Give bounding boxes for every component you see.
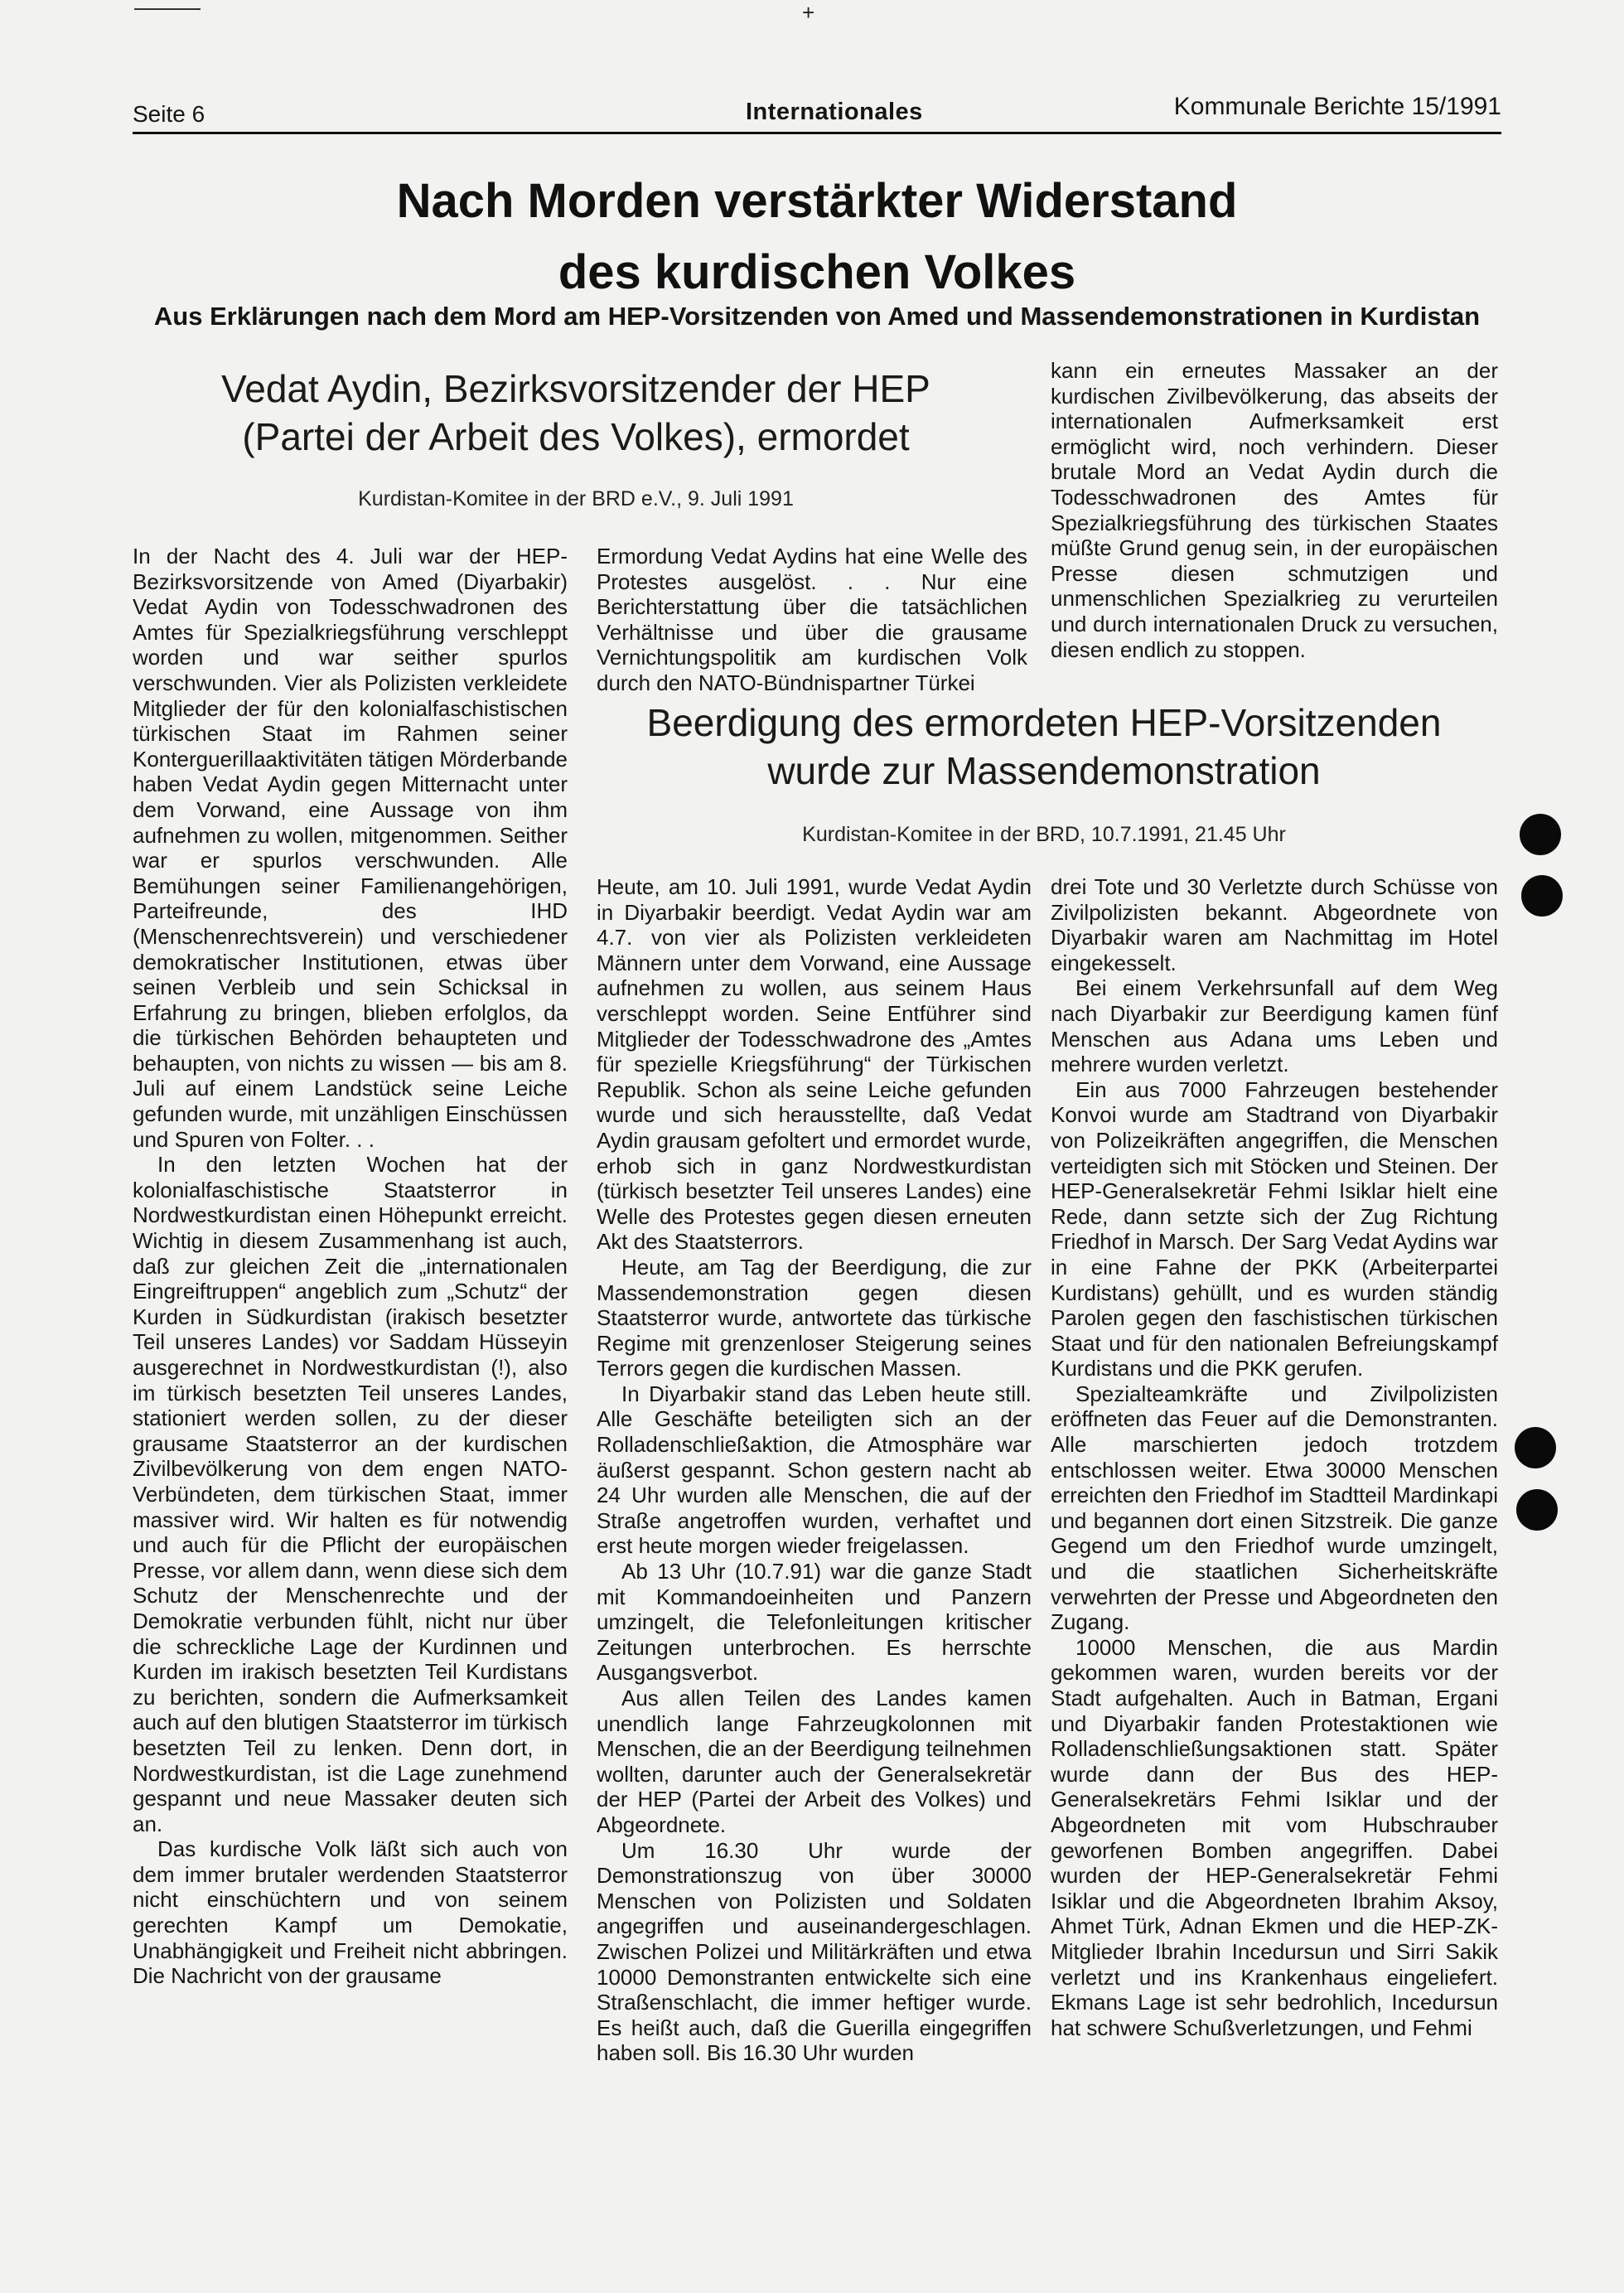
article1-paragraph: Ermordung Vedat Aydins hat eine Welle des Protestes ausgelöst. . . Nur eine Berichterstattung über die tatsächlichen Verhältnisse und über die grausame Vernichtungspolitik am kurdischen Volk durch den NATO-Bündnispartner Türkei	[597, 544, 1027, 695]
article2-title-line2: wurde zur Massendemonstration	[767, 749, 1321, 792]
punch-hole	[1520, 814, 1561, 855]
article2-paragraph: 10000 Menschen, die aus Mardin gekommen waren, wurden bereits vor der Stadt aufgehalten. Auch in Batman, Ergani und Diyarbakir fanden Protestaktionen wie Rolladenschließungsaktionen statt. Später wurde dann der Bus des HEP-Generalsekretärs Fehmi Isiklar und der Abgeordneten mit vom Hubschrauber geworfenen Bomben angegriffen. Dabei wurden der HEP-Generalsekretär Fehmi Isiklar und die Abgeordneten Ibrahim Aksoy, Ahmet Türk, Adnan Ekmen und die HEP-ZK-Mitglieder Ibrahin Incedursun und Sirri Sakik verletzt und ins Krankenhaus eingeliefert. Ekmans Lage ist sehr bedrohlich, Incedursun hat schwere Schußverletzungen, und Fehmi	[1051, 1634, 1498, 2040]
article2-column2	[597, 874, 1032, 2283]
punch-hole	[1521, 875, 1563, 917]
top-edge-mark	[134, 8, 201, 10]
article1-paragraph: In der Nacht des 4. Juli war der HEP-Bezirksvorsitzende von Amed (Diyarbakir) Vedat Aydin von Todesschwadronen des Amtes für Spezialkriegsführung verschleppt worden und war seither spurlos verschwunden. Vier als Polizisten verkleidete Mitglieder der für den kolonialfaschistischen türkischen Staat im Rahmen seiner Konterguerillaaktivitäten tätigen Mörderbande haben Vedat Aydin gegen Mitternacht unter dem Vorwand, eine Aussage von ihm aufnehmen zu wollen, mitgenommen. Seither war er spurlos verschwunden. Alle Bemühungen seiner Familienangehörigen, Parteifreunde, des IHD (Menschenrechtsverein) und verschiedener demokratischer Institutionen, etwas über seinen Verbleib und sein Schicksal in Erfahrung zu bringen, blieben erfolglos, da die türkischen Behörden behaupteten und behaupten, von nichts zu wissen — bis am 8. Juli auf einem Landstück seine Leiche gefunden wurde, mit unzähligen Einschüssen und Spuren von Folter. . .	[133, 544, 568, 1152]
article2-source: Kurdistan-Komitee in der BRD, 10.7.1991, 21.45 Uhr	[802, 823, 1286, 846]
article1-column2	[597, 544, 1027, 714]
punch-hole	[1515, 1427, 1556, 1468]
article2-paragraph: Ein aus 7000 Fahrzeugen bestehender Konvoi wurde am Stadtrand von Diyarbakir von Polizeikräften angegriffen, die Menschen verteidigten sich mit Stöcken und Steinen. Der HEP-Generalsekretär Fehmi Isiklar hielt eine Rede, dann setzte sich der Zug Richtung Friedhof in Marsch. Der Sarg Vedat Aydins war in eine Fahne der PKK (Arbeiterpartei Kurdistans) gehüllt, und es wurden ständig Parolen gegen den faschistischen türkischen Staat und für den nationalen Befreiungskampf Kurdistans und die PKK gerufen.	[1051, 1076, 1498, 1381]
article2-paragraph: Um 16.30 Uhr wurde der Demonstrationszug von über 30000 Menschen von Polizisten und Soldaten angegriffen und auseinandergeschlagen. Zwischen Polizei und Militärkräften und etwa 10000 Demonstranten entwickelte sich eine Straßenschlacht, die immer heftiger wurde. Es heißt auch, daß die Guerilla eingegriffen haben soll. Bis 16.30 Uhr wurden	[597, 1837, 1032, 2066]
article1-paragraph: Das kurdische Volk läßt sich auch von dem immer brutaler werdenden Staatsterror nicht einschüchtern und von seinem gerechten Kampf um Demokatie, Unabhängigkeit und Freiheit nicht abbringen. Die Nachricht von der grausame	[133, 1836, 568, 1989]
article2-paragraph: Heute, am Tag der Beerdigung, die zur Massendemonstration gegen diesen Staatsterror wurde, antwortete das türkische Regime mit grenzenloser Steigerung seines Terrors gegen die kurdischen Massen.	[597, 1254, 1032, 1381]
publication-issue: Kommunale Berichte 15/1991	[1173, 93, 1501, 120]
article1-title	[137, 365, 1015, 461]
article1-column3	[1051, 358, 1498, 706]
article2-paragraph: Aus allen Teilen des Landes kamen unendlich lange Fahrzeugkolonnen mit Menschen, die an der Beerdigung teilnehmen wollten, darunter auch der Generalsekretär der HEP (Partei der Arbeit des Volkes) und Abgeordnete.	[597, 1686, 1032, 1837]
article2-paragraph: Heute, am 10. Juli 1991, wurde Vedat Aydin in Diyarbakir beerdigt. Vedat Aydin war am 4.7. von vier als Polizisten verkleideten Männern unter dem Vorwand, eine Aussage aufnehmen zu wollen, aus seinem Haus verschleppt worden. Seine Entführer sind Mitglieder der Todesschwadrone des „Amtes für spezielle Kriegsführung“ der Türkischen Republik. Schon als seine Leiche gefunden wurde und sich herausstellte, daß Vedat Aydin grausam gefoltert und ermordet wurde, erhob sich in ganz Nordwestkurdistan (türkisch besetzter Teil unseres Landes) eine Welle des Protestes gegen diesen erneuten Akt des Staatsterrors.	[597, 874, 1032, 1255]
article2-column3	[1051, 874, 1498, 2283]
article1-source: Kurdistan-Komitee in der BRD e.V., 9. Juli 1991	[358, 487, 794, 510]
article2-paragraph: drei Tote und 30 Verletzte durch Schüsse von Zivilpolizisten bekannt. Abgeordnete von Diyarbakir waren am Nachmittag im Hotel eingekesselt.	[1051, 874, 1498, 975]
page-header	[133, 83, 1501, 134]
main-headline-line1: Nach Morden verstärkter Widerstand	[396, 174, 1238, 228]
punch-hole	[1516, 1489, 1558, 1531]
section-name: Internationales	[746, 99, 923, 125]
header-rule	[133, 132, 1501, 134]
article2-paragraph: Spezialteamkräfte und Zivilpolizisten eröffneten das Feuer auf die Demonstranten. Alle marschierten jedoch trotzdem entschlossen weiter. Etwa 30000 Menschen erreichten den Friedhof im Stadtteil Mardinkapi und begannen dort einen Sitzstreik. Die ganze Gegend um den Friedhof wurde umzingelt, und die staatlichen Sicherheitskräfte verwehrten der Presse und Abgeordneten den Zugang.	[1051, 1381, 1498, 1635]
article2-paragraph: In Diyarbakir stand das Leben heute still. Alle Geschäfte beteiligten sich an der Rolladenschließaktion, die Atmosphäre war äußerst gespannt. Schon gestern nacht ab 24 Uhr wurden alle Menschen, die auf der Straße angetroffen wurden, verhaftet und erst heute morgen wieder freigelassen.	[597, 1381, 1032, 1559]
article2-title-line1: Beerdigung des ermordeten HEP-Vorsitzenden	[646, 701, 1442, 744]
article2-paragraph: Bei einem Verkehrsunfall auf dem Weg nach Diyarbakir zur Beerdigung kamen fünf Menschen aus Adana ums Leben und mehrere wurden verletzt.	[1051, 975, 1498, 1077]
article1-title-line1: Vedat Aydin, Bezirksvorsitzender der HEP	[221, 367, 930, 410]
registration-mark: +	[802, 0, 815, 25]
article1-paragraph: In den letzten Wochen hat der kolonialfaschistische Staatsterror in Nordwestkurdistan einen Höhepunkt erreicht. Wichtig in diesem Zusammenhang ist auch, daß zur gleichen Zeit die „internationalen Eingreiftruppen“ angeblich zum „Schutz“ der Kurden in Südkurdistan (irakisch besetzter Teil unseres Landes) vor Saddam Hüsseyin ausgerechnet in Nordwestkurdistan (!), also im türkisch besetzten Teil unseres Landes, stationiert werden sollen, zu der dieser grausame Staatsterror an der kurdischen Zivilbevölkerung von dem engen NATO-Verbündeten, dem türkischen Staat, immer massiver wird. Wir halten es für notwendig und auch für die Pflicht der europäischen Presse, vor allem dann, wenn diese sich dem Schutz der Menschenrechte und der Demokratie verbunden fühlt, nicht nur über die schreckliche Lage der Kurdinnen und Kurden im irakisch besetzten Teil Kurdistans zu berichten, sondern die Aufmerksamkeit auch auf den blutigen Staatsterror im türkisch besetzten Teil zu lenken. Denn dort, in Nordwestkurdistan, ist die Lage zunehmend gespannt und neue Massaker deuten sich an.	[133, 1152, 568, 1836]
main-subheadline: Aus Erklärungen nach dem Mord am HEP-Vorsitzenden von Amed und Massendemonstrationen in Kurdistan	[153, 302, 1481, 331]
page-number: Seite 6	[133, 101, 205, 127]
article2-paragraph: Ab 13 Uhr (10.7.91) war die ganze Stadt mit Kommandoeinheiten und Panzern umzingelt, die Telefonleitungen kritischer Zeitungen unterbrochen. Es herrschte Ausgangsverbot.	[597, 1559, 1032, 1686]
main-headline	[133, 166, 1501, 308]
article1-title-line2: (Partei der Arbeit des Volkes), ermordet	[242, 415, 910, 458]
article1-column1	[133, 544, 568, 2284]
article1-paragraph: kann ein erneutes Massaker an der kurdischen Zivilbevölkerung, das abseits der internationalen Aufmerksamkeit erst ermöglicht wird, noch verhindern. Dieser brutale Mord an Vedat Aydin durch die Todesschwadronen des Amtes für Spezialkriegsführung des türkischen Staates müßte Grund genug sein, in der europäischen Presse diesen schmutzigen und unmenschlichen Spezialkrieg zu verurteilen und durch internationalen Druck zu versuchen, diesen endlich zu stoppen.	[1051, 358, 1498, 662]
article2-title	[580, 699, 1508, 795]
main-headline-line2: des kurdischen Volkes	[558, 245, 1076, 299]
